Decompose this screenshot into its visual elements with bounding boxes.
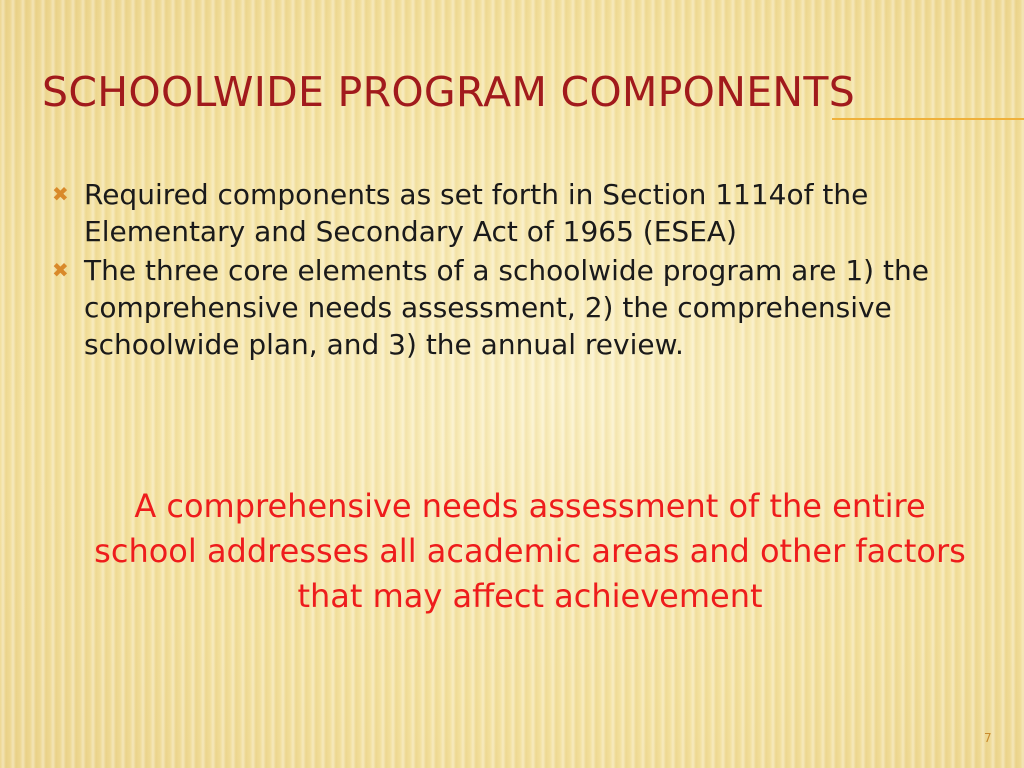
x-mark-bullet-icon: ✖ (52, 258, 69, 282)
page-number: 7 (984, 731, 992, 745)
title-accent-rule (832, 118, 1024, 120)
bullet-item (50, 252, 990, 363)
bullet-item (50, 176, 990, 250)
bullet-text: The three core elements of a schoolwide program are 1) the comprehensive needs assessment, 2) the comprehensive schoolwide plan, and 3) the annual review. (84, 254, 929, 361)
bullet-text: Required components as set forth in Section 1114of the Elementary and Secondary Act of 1965 (ESEA) (84, 178, 869, 248)
highlight-callout: A comprehensive needs assessment of the entire school addresses all academic areas and other factors that may affect achievement (94, 487, 966, 615)
x-mark-bullet-icon: ✖ (52, 182, 69, 206)
slide-title: SCHOOLWIDE PROGRAM COMPONENTS (42, 68, 856, 116)
bullet-list (50, 176, 990, 365)
